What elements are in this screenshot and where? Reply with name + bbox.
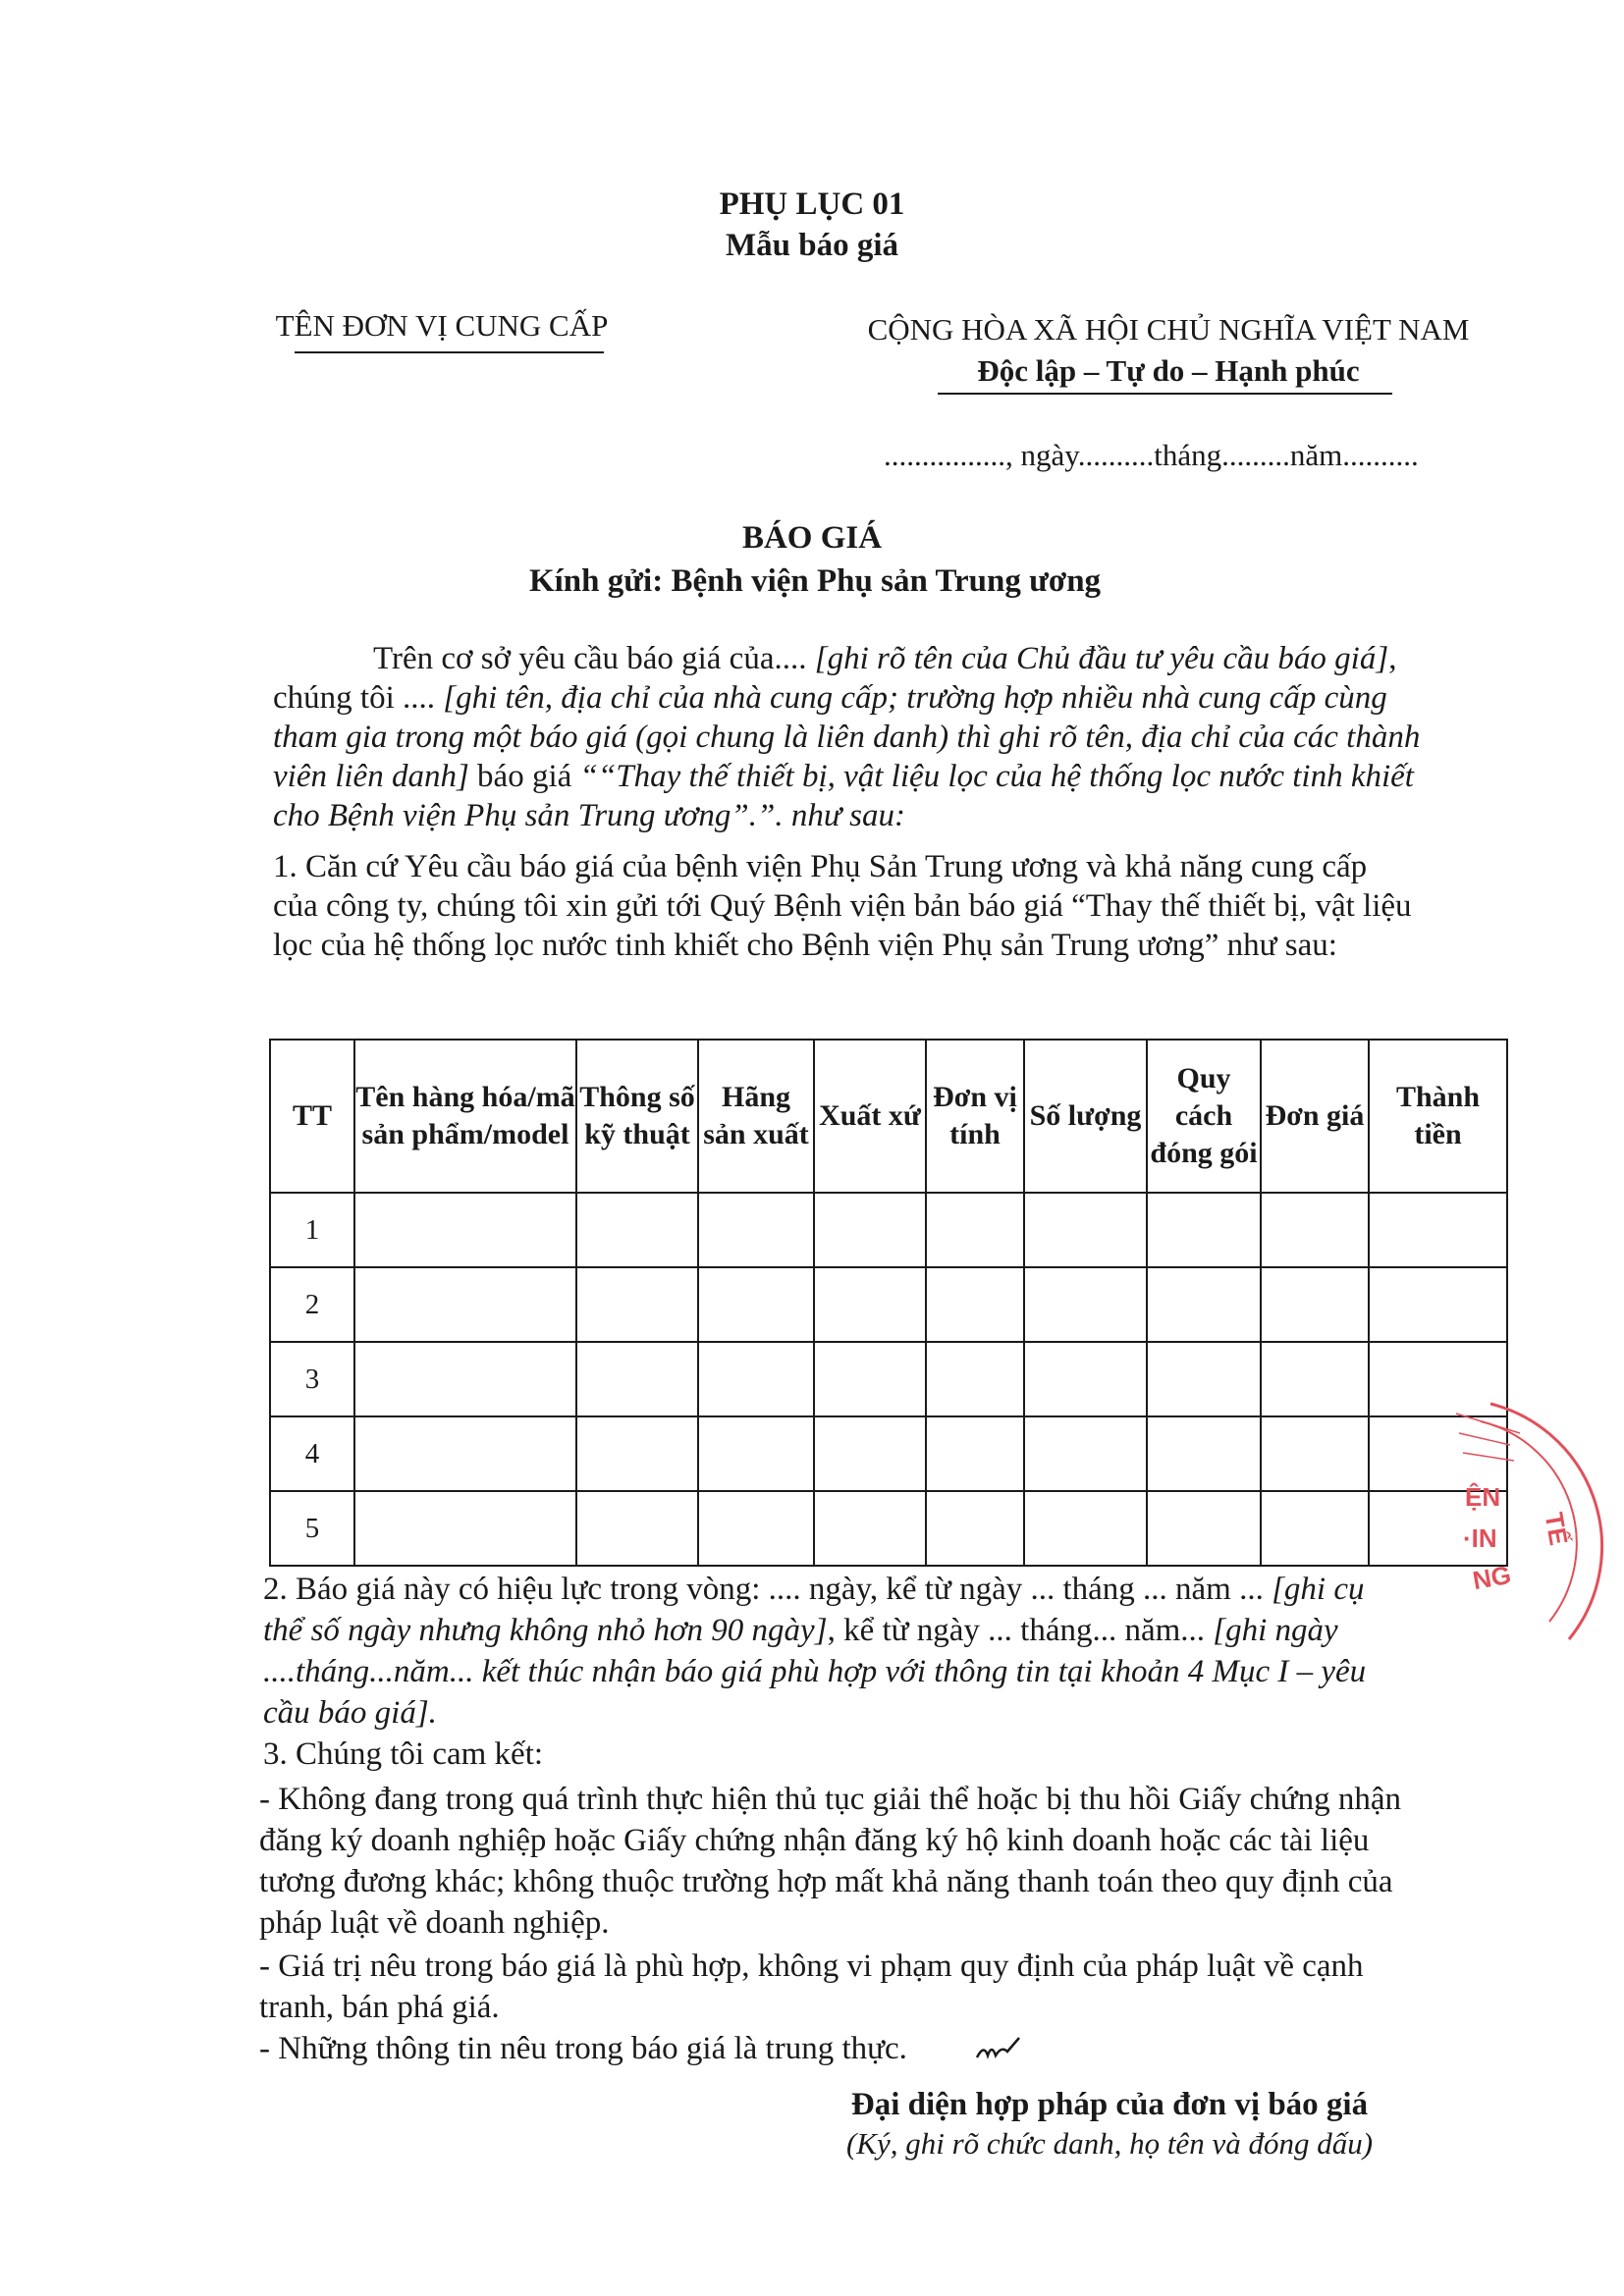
table-cell (926, 1342, 1024, 1416)
stamp-strokes (1456, 1414, 1520, 1461)
commitment-1-line-2: đăng ký doanh nghiệp hoặc Giấy chứng nhận đăng ký hộ kinh doanh hoặc các tài liệu (259, 1823, 1370, 1858)
supplier-unit-underline (295, 351, 604, 353)
stamp-text-3: TẾ (1539, 1510, 1574, 1548)
header-unit-price: Đơn giá (1261, 1040, 1369, 1193)
table-row (270, 1491, 1507, 1566)
row-number: 3 (270, 1342, 354, 1416)
table-cell (1024, 1491, 1147, 1566)
intro-text: chúng tôi .... (273, 680, 444, 716)
table-row (270, 1267, 1507, 1342)
intro-placeholder: ““Thay thế thiết bị, vật liệu lọc của hệ thống lọc nước tinh khiết (579, 759, 1414, 794)
table-cell (1261, 1342, 1369, 1416)
document-title: BÁO GIÁ (741, 520, 883, 556)
section1-line-2: của công ty, chúng tôi xin gửi tới Quý Bệnh viện bản báo giá “Thay thế thiết bị, vật liệu (273, 888, 1412, 924)
recipient-line: Kính gửi: Bệnh viện Phụ sản Trung ương (528, 563, 1102, 599)
intro-line-2 (273, 679, 1512, 717)
section2-placeholder: [ghi cụ (1272, 1572, 1365, 1607)
table-cell (1024, 1267, 1147, 1342)
table-cell (1024, 1193, 1147, 1267)
table-cell (698, 1416, 814, 1491)
table-cell (576, 1267, 698, 1342)
intro-line-3: tham gia trong một báo giá (gọi chung là liên danh) thì ghi rõ tên, địa chỉ của các thành (273, 720, 1421, 755)
header-product-name: Tên hàng hóa/mã sản phẩm/model (354, 1040, 576, 1193)
section1-line-3: lọc của hệ thống lọc nước tinh khiết cho Bệnh viện Phụ sản Trung ương” như sau: (273, 928, 1337, 963)
table-cell (354, 1267, 576, 1342)
section3-heading: 3. Chúng tôi cam kết: (263, 1736, 544, 1772)
section2-text: 2. Báo giá này có hiệu lực trong vòng: .... ngày, kể từ ngày ... tháng ... năm ... (263, 1572, 1272, 1607)
row-number: 1 (270, 1193, 354, 1267)
header-packaging: Quy cách đóng gói (1147, 1040, 1261, 1193)
intro-text: Trên cơ sở yêu cầu báo giá của.... (373, 641, 815, 676)
table-cell (926, 1267, 1024, 1342)
table-cell (814, 1416, 926, 1491)
table-cell (1261, 1491, 1369, 1566)
table-cell (1261, 1416, 1369, 1491)
table-cell (354, 1342, 576, 1416)
quote-table (269, 1039, 1508, 1567)
table-row (270, 1342, 1507, 1416)
appendix-subtitle: Mẫu báo giá (725, 228, 899, 263)
table-cell (1147, 1342, 1261, 1416)
national-motto: Độc lập – Tự do – Hạnh phúc (977, 353, 1360, 388)
commitment-2-line-1: - Giá trị nêu trong báo giá là phù hợp, không vi phạm quy định của pháp luật về cạnh (259, 1949, 1364, 1984)
section2-placeholder: thể số ngày nhưng không nhỏ hơn 90 ngày] (263, 1613, 828, 1648)
row-number: 2 (270, 1267, 354, 1342)
table-cell (698, 1267, 814, 1342)
stamp-text-1: ỆN (1465, 1482, 1501, 1512)
table-cell (926, 1491, 1024, 1566)
red-stamp (1451, 1394, 1624, 1649)
intro-placeholder: viên liên danh] (273, 759, 469, 794)
table-cell (698, 1193, 814, 1267)
table-row (270, 1193, 1507, 1267)
initial-mark (974, 2034, 1023, 2065)
section2-line-3: ....tháng...năm... kết thúc nhận báo giá phù hợp với thông tin tại khoản 4 Mục I – yêu (263, 1654, 1367, 1689)
table-cell (576, 1416, 698, 1491)
table-cell (354, 1193, 576, 1267)
table-cell (1147, 1416, 1261, 1491)
table-cell (1147, 1491, 1261, 1566)
stamp-text-4: NG (1470, 1559, 1514, 1596)
intro-placeholder: [ghi tên, địa chỉ của nhà cung cấp; trường hợp nhiều nhà cung cấp cùng (443, 680, 1387, 716)
header-specs: Thông số kỹ thuật (576, 1040, 698, 1193)
appendix-title: PHỤ LỤC 01 (719, 187, 905, 222)
section2-placeholder: [ghi ngày (1213, 1613, 1338, 1648)
intro-line-1 (373, 640, 1512, 677)
header-manufacturer: Hãng sản xuất (698, 1040, 814, 1193)
table-cell (354, 1491, 576, 1566)
table-cell (698, 1342, 814, 1416)
signature-note: (Ký, ghi rõ chức danh, họ tên và đóng dấu) (845, 2126, 1374, 2161)
table-cell (814, 1193, 926, 1267)
commitment-1-line-3: tương đương khác; không thuộc trường hợp mất khả năng thanh toán theo quy định của (259, 1864, 1393, 1899)
table-header-row (270, 1040, 1507, 1193)
nation-name: CỘNG HÒA XÃ HỘI CHỦ NGHĨA VIỆT NAM (867, 312, 1470, 347)
supplier-unit: TÊN ĐƠN VỊ CUNG CẤP (275, 308, 609, 343)
table-cell (814, 1267, 926, 1342)
intro-line-5: cho Bệnh viện Phụ sản Trung ương”.”. như sau: (273, 798, 905, 833)
row-number: 5 (270, 1491, 354, 1566)
stamp-text-2: ·IN (1463, 1523, 1497, 1553)
table-cell (1261, 1267, 1369, 1342)
table-row (270, 1416, 1507, 1491)
table-cell (698, 1491, 814, 1566)
commitment-2-line-2: tranh, bán phá giá. (259, 1990, 500, 2025)
table-cell (1147, 1193, 1261, 1267)
table-cell (576, 1342, 698, 1416)
signature-title: Đại diện hợp pháp của đơn vị báo giá (850, 2087, 1369, 2122)
intro-line-4 (273, 758, 1512, 795)
table-cell (576, 1193, 698, 1267)
table-cell (926, 1193, 1024, 1267)
date-line: ................, ngày..........tháng.........năm.......... (884, 438, 1419, 472)
table-cell (354, 1416, 576, 1491)
header-tt: TT (270, 1040, 354, 1193)
commitment-1-line-1: - Không đang trong quá trình thực hiện thủ tục giải thể hoặc bị thu hồi Giấy chứng nhận (259, 1782, 1402, 1817)
section2-line-2 (263, 1612, 1512, 1649)
section2-line-4: cầu báo giá]. (263, 1695, 437, 1731)
table-cell (576, 1491, 698, 1566)
commitment-1-line-4: pháp luật về doanh nghiệp. (259, 1905, 610, 1941)
table-cell (1261, 1193, 1369, 1267)
commitment-3: - Những thông tin nêu trong báo giá là trung thực. (259, 2031, 907, 2066)
header-quantity: Số lượng (1024, 1040, 1147, 1193)
table-cell (1369, 1193, 1507, 1267)
header-origin: Xuất xứ (814, 1040, 926, 1193)
table-cell (1147, 1267, 1261, 1342)
header-total: Thành tiền (1369, 1040, 1507, 1193)
intro-text: , (1388, 641, 1397, 676)
table-cell (926, 1416, 1024, 1491)
header-unit: Đơn vị tính (926, 1040, 1024, 1193)
table-cell (1369, 1267, 1507, 1342)
intro-text: báo giá (468, 759, 580, 794)
table-cell (814, 1342, 926, 1416)
row-number: 4 (270, 1416, 354, 1491)
table-cell (1024, 1416, 1147, 1491)
intro-placeholder: [ghi rõ tên của Chủ đầu tư yêu cầu báo giá] (814, 641, 1389, 676)
table-cell (1024, 1342, 1147, 1416)
section2-text: , kể từ ngày ... tháng... năm... (827, 1613, 1214, 1648)
section2-line-1 (263, 1571, 1512, 1608)
section1-line-1: 1. Căn cứ Yêu cầu báo giá của bệnh viện Phụ Sản Trung ương và khả năng cung cấp (273, 849, 1368, 884)
table-cell (814, 1491, 926, 1566)
motto-underline (938, 393, 1392, 395)
